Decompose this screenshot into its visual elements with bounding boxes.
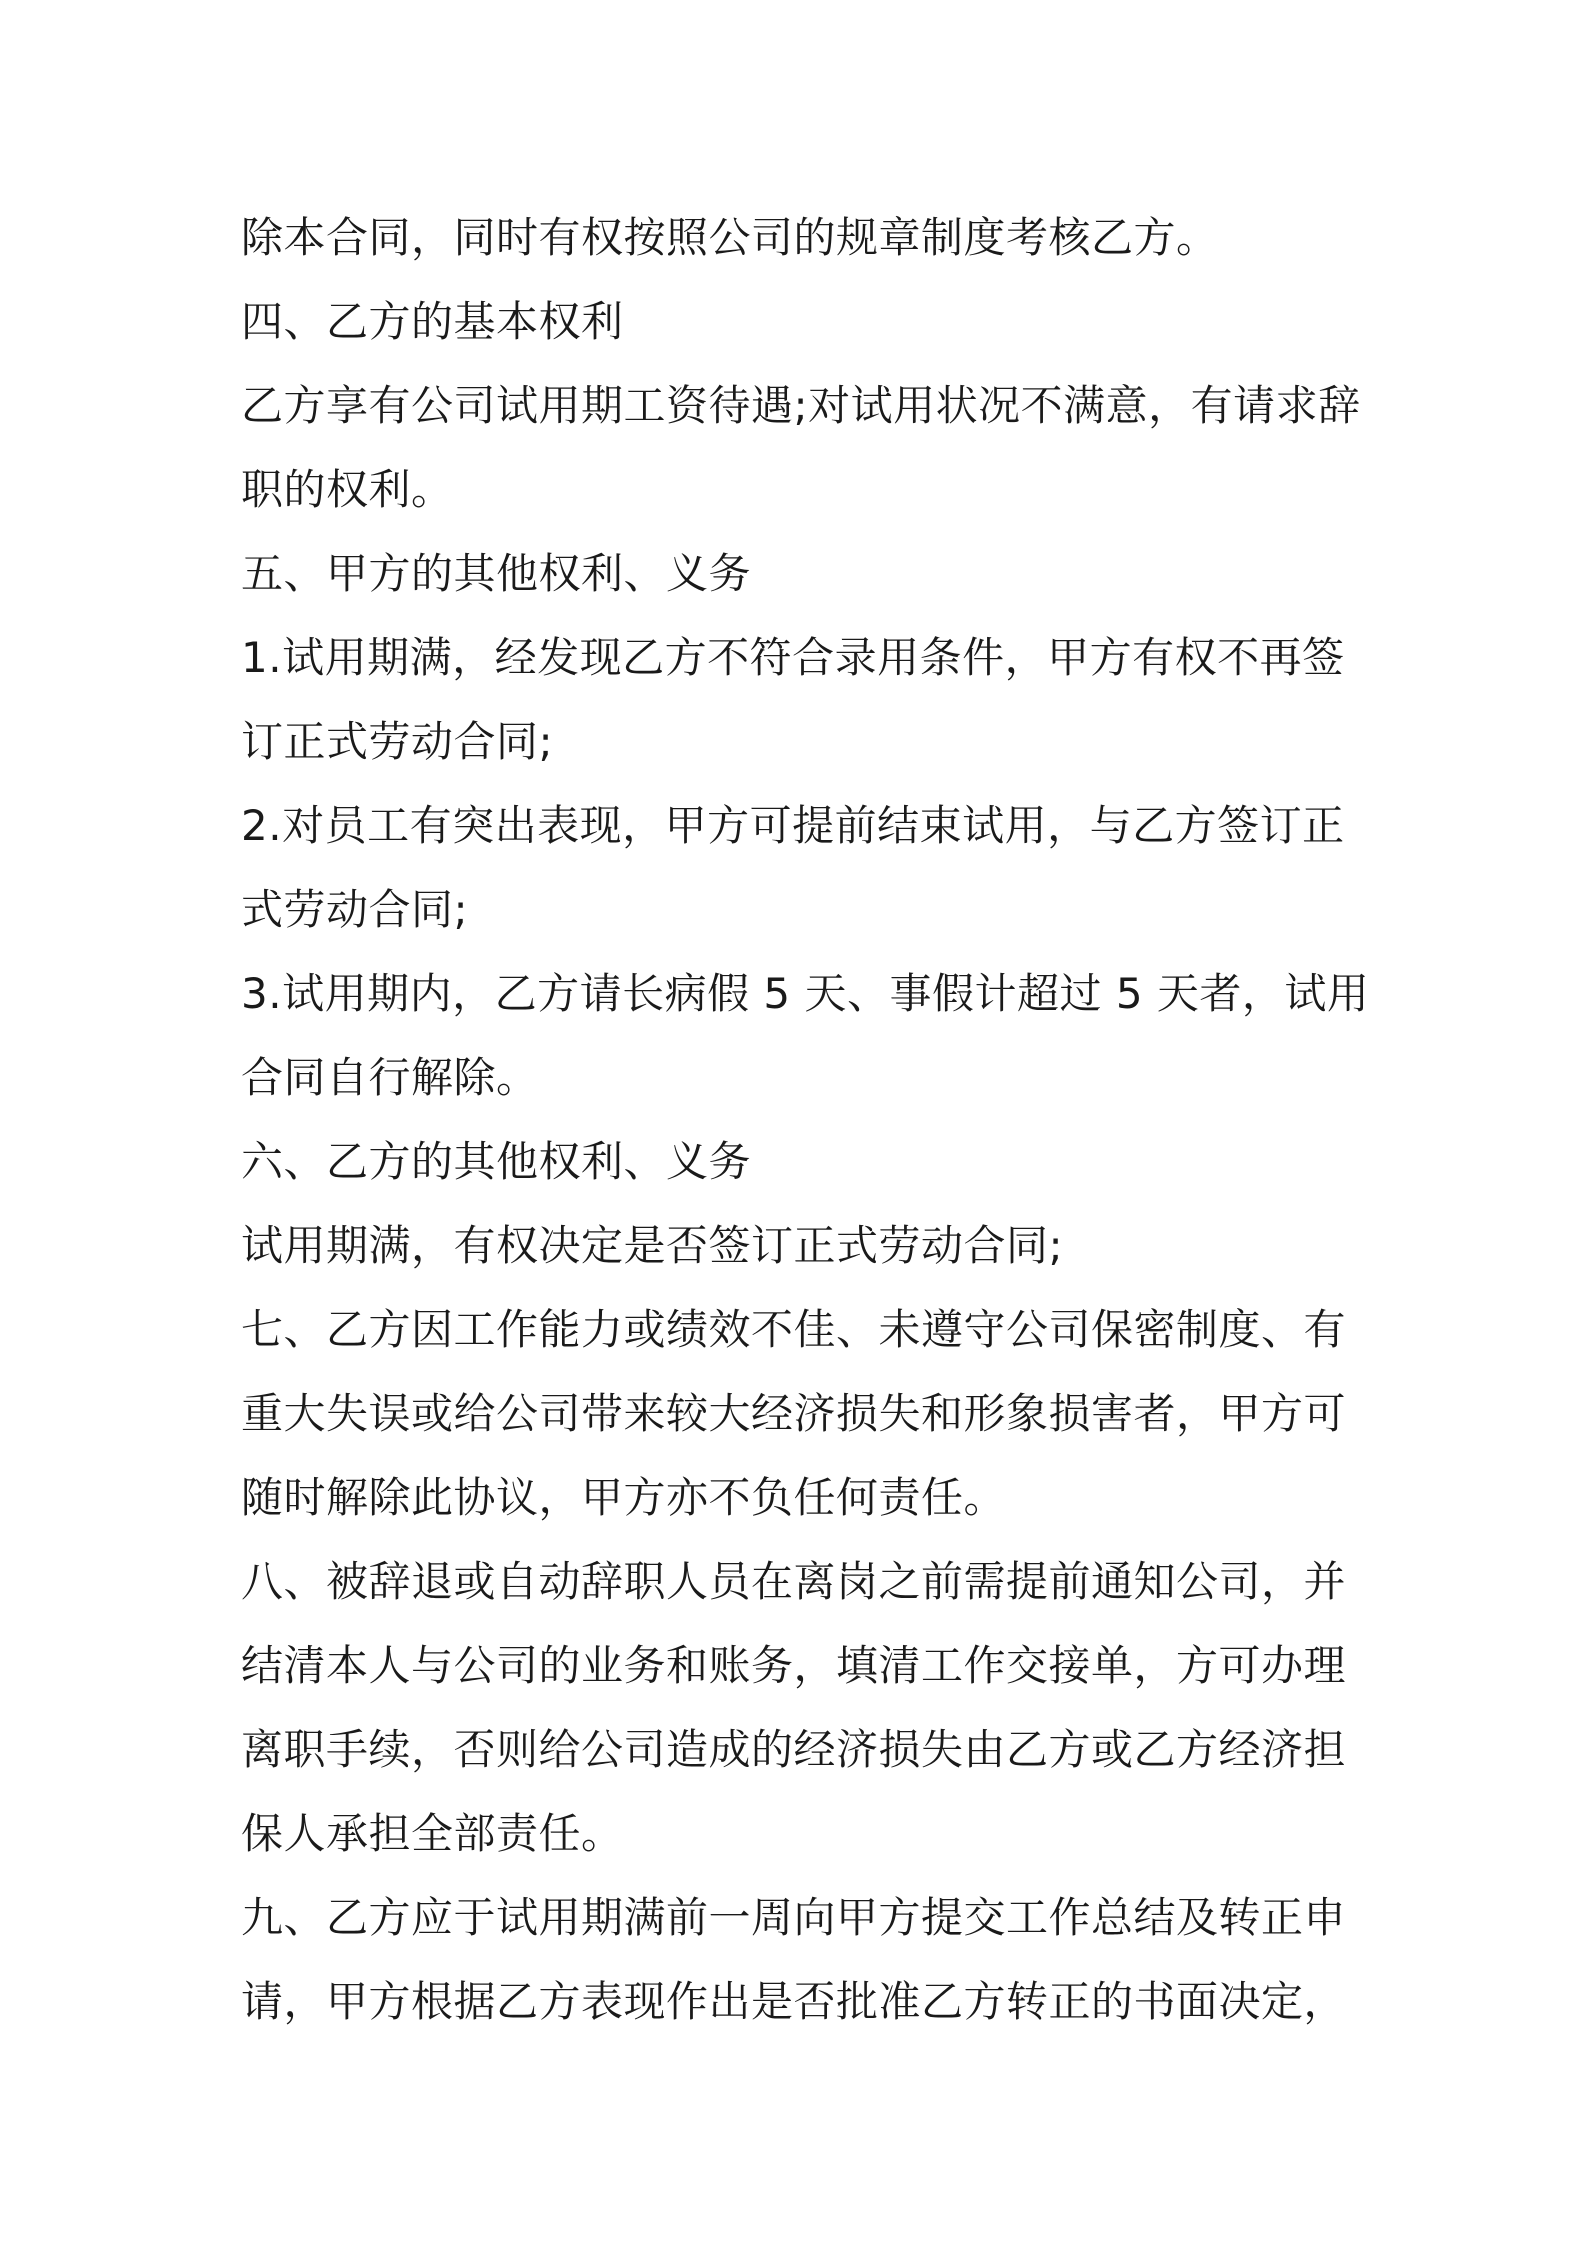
text-line: 重大失误或给公司带来较大经济损失和形象损害者，甲方可 bbox=[241, 1389, 1347, 1438]
section-heading-4: 四、乙方的基本权利 bbox=[241, 297, 624, 346]
text-line: 2.对员工有突出表现，甲方可提前结束试用，与乙方签订正 bbox=[241, 801, 1345, 850]
text-line: 3.试用期内，乙方请长病假 5 天、事假计超过 5 天者，试用 bbox=[241, 969, 1370, 1018]
text-line: 离职手续，否则给公司造成的经济损失由乙方或乙方经济担 bbox=[241, 1725, 1347, 1774]
text-line: 乙方享有公司试用期工资待遇;对试用状况不满意，有请求辞 bbox=[241, 381, 1361, 430]
section-9-text: 九、乙方应于试用期满前一周向甲方提交工作总结及转正申 bbox=[241, 1893, 1347, 1942]
text-line: 除本合同，同时有权按照公司的规章制度考核乙方。 bbox=[241, 213, 1219, 262]
text-line: 结清本人与公司的业务和账务，填清工作交接单，方可办理 bbox=[241, 1641, 1347, 1690]
text-line: 1.试用期满，经发现乙方不符合录用条件，甲方有权不再签 bbox=[241, 633, 1345, 682]
section-heading-6: 六、乙方的其他权利、义务 bbox=[241, 1137, 752, 1186]
section-7-text: 七、乙方因工作能力或绩效不佳、未遵守公司保密制度、有 bbox=[241, 1305, 1347, 1354]
text-line: 保人承担全部责任。 bbox=[241, 1809, 624, 1858]
text-line: 请，甲方根据乙方表现作出是否批准乙方转正的书面决定， bbox=[241, 1977, 1347, 2026]
text-line: 式劳动合同; bbox=[241, 885, 469, 934]
text-line: 试用期满，有权决定是否签订正式劳动合同; bbox=[241, 1221, 1064, 1270]
section-8-text: 八、被辞退或自动辞职人员在离岗之前需提前通知公司，并 bbox=[241, 1557, 1347, 1606]
text-line: 随时解除此协议，甲方亦不负任何责任。 bbox=[241, 1473, 1007, 1522]
section-heading-5: 五、甲方的其他权利、义务 bbox=[241, 549, 752, 598]
text-line: 合同自行解除。 bbox=[241, 1053, 539, 1102]
document-body bbox=[241, 196, 1370, 2044]
text-line: 职的权利。 bbox=[241, 465, 454, 514]
text-line: 订正式劳动合同; bbox=[241, 717, 554, 766]
